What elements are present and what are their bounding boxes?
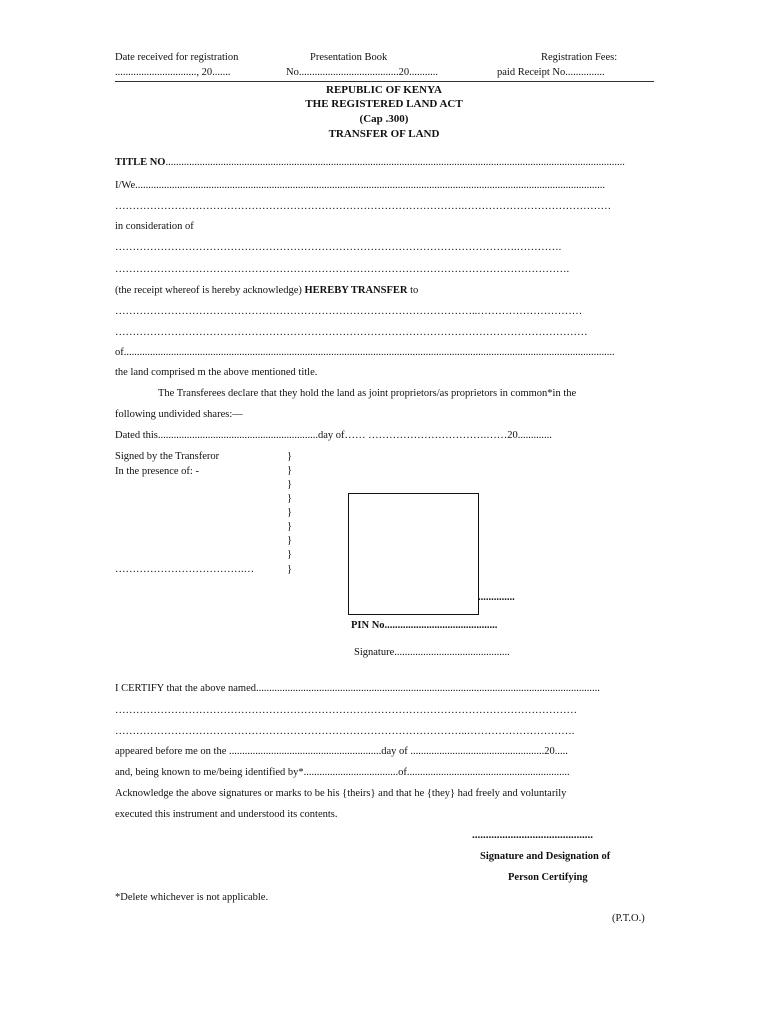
executed-line: executed this instrument and understood its contents. — [115, 809, 338, 820]
dotted-line: ……………………………………………………………………………………….…………………………………… — [115, 201, 612, 212]
header-rule — [115, 81, 654, 82]
date-received-label: Date received for registration — [115, 52, 239, 63]
acknowledge-line: Acknowledge the above signatures or marks to be his {theirs} and that he {they} had freely and voluntarily — [115, 788, 567, 799]
witness-signature-line: ……………………………….… — [115, 564, 255, 575]
dotted-line: ………………………………………………………………………………………..…………………………. — [115, 726, 575, 737]
identified-line: and, being known to me/being identified by*....................................of.............................................................. — [115, 767, 570, 778]
dotted-line: …………………………………………………………………………………………………………………… — [115, 705, 577, 716]
dotted-line: …………………………………………………………………………………………………….…………. — [115, 242, 562, 253]
certifier-signature-dots: ............................................ — [472, 829, 593, 841]
date-received-field: ..............................., 20....... — [115, 67, 231, 78]
signature-designation-label: Signature and Designation of — [480, 851, 611, 862]
brace: } — [287, 465, 293, 476]
brace: } — [287, 564, 293, 575]
title-cap: (Cap .300) — [359, 113, 409, 125]
pin-line — [351, 620, 497, 632]
box-dots: .............. — [478, 592, 515, 603]
receipt-line — [115, 285, 418, 297]
hereby-transfer: HEREBY TRANSFER — [304, 285, 408, 296]
presentation-book-label: Presentation Book — [310, 52, 388, 63]
brace: } — [287, 521, 293, 532]
thumbprint-box — [348, 493, 479, 615]
in-presence-of: In the presence of: - — [115, 466, 199, 477]
pin-dots: ........................................... — [384, 620, 498, 631]
dotted-line: …………………………………………………………………………………………………………………. — [115, 264, 570, 275]
land-comprised: the land comprised m the above mentioned title. — [115, 367, 318, 378]
pto-label: (P.T.O.) — [612, 913, 645, 924]
certify-line: I CERTIFY that the above named................................................................................................................................... — [115, 683, 600, 694]
pin-label: PIN No — [351, 620, 385, 631]
signature-label: Signature — [354, 647, 395, 658]
signed-by-transferor: Signed by the Transferor — [115, 451, 220, 462]
title-act: THE REGISTERED LAND ACT — [305, 98, 463, 110]
dotted-line: …………………………………………………………………………………………..………………………… — [115, 306, 583, 317]
iwe-line: I/We................................................................................................................................................................................... — [115, 180, 606, 191]
brace: } — [287, 451, 293, 462]
presentation-book-field: No......................................20........... — [286, 67, 438, 78]
person-certifying-label: Person Certifying — [508, 872, 588, 883]
signature-dots: ............................................ — [394, 647, 510, 658]
appeared-line: appeared before me on the ..........................................................day of ...................................................20..... — [115, 746, 568, 757]
dotted-line: ……………………………………………………………………………………………………………………… — [115, 327, 588, 338]
receipt-text: (the receipt whereof is hereby acknowledge) — [115, 285, 305, 296]
undivided-shares: following undivided shares:— — [115, 409, 243, 420]
brace: } — [287, 507, 293, 518]
receipt-to: to — [407, 285, 419, 296]
registration-fees-label: Registration Fees: — [541, 52, 618, 63]
consideration-label: in consideration of — [115, 221, 194, 232]
title-no-line — [115, 157, 625, 169]
of-line: of........................................................................................................................................................................................... — [115, 347, 615, 358]
delete-note: *Delete whichever is not applicable. — [115, 892, 269, 903]
title-transfer: TRANSFER OF LAND — [328, 128, 440, 140]
brace: } — [287, 535, 293, 546]
brace: } — [287, 549, 293, 560]
title-no-label: TITLE NO — [115, 157, 166, 168]
transferees-declaration: The Transferees declare that they hold the land as joint proprietors/as proprietors in common*in the — [158, 388, 577, 399]
signature-line — [354, 647, 510, 659]
brace: } — [287, 493, 293, 504]
title-republic: REPUBLIC OF KENYA — [326, 84, 442, 96]
dated-line: Dated this.............................................................day of…… …………………………….……20............. — [115, 430, 552, 441]
title-no-dots: ............................................................................................................................................................................... — [165, 157, 625, 168]
receipt-no-field: paid Receipt No............... — [497, 67, 605, 78]
brace: } — [287, 479, 293, 490]
